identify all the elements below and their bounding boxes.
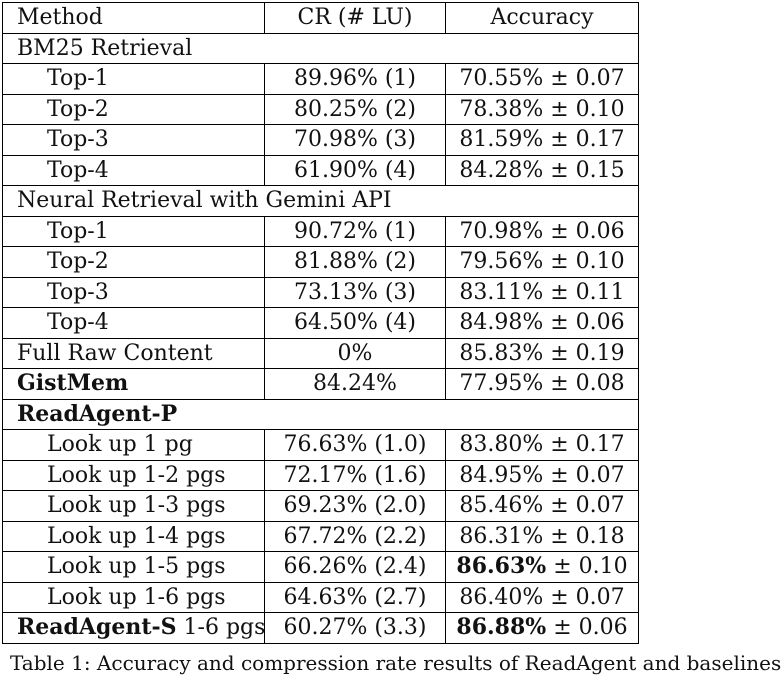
cr-cell: 72.17% (1.6) xyxy=(265,460,446,491)
accuracy-cell xyxy=(446,521,639,552)
table-row xyxy=(3,94,639,125)
cr-cell: 70.98% (3) xyxy=(265,125,446,156)
accuracy-std: ± 0.07 xyxy=(550,462,625,488)
accuracy-std: ± 0.08 xyxy=(550,371,625,396)
cr-cell: 0% xyxy=(265,338,446,369)
table-row xyxy=(3,247,639,278)
header-cr: CR (# LU) xyxy=(265,3,446,34)
accuracy-std: ± 0.17 xyxy=(550,432,625,457)
accuracy-value: 83.11% xyxy=(459,279,544,305)
method-suffix: 1-6 pgs xyxy=(183,615,266,640)
accuracy-cell xyxy=(446,308,639,339)
section-title: Neural Retrieval with Gemini API xyxy=(3,186,639,217)
accuracy-value: 85.46% xyxy=(459,493,544,518)
accuracy-std: ± 0.07 xyxy=(550,66,625,91)
accuracy-cell xyxy=(446,491,639,522)
method-cell: Top-3 xyxy=(3,277,265,308)
table-row xyxy=(3,125,639,156)
cr-cell: 89.96% (1) xyxy=(265,64,446,95)
method-cell: Top-4 xyxy=(3,308,265,339)
table-row-readagent-s xyxy=(3,613,639,644)
accuracy-std: ± 0.07 xyxy=(550,493,625,518)
cr-cell: 84.24% xyxy=(265,369,446,400)
table-row xyxy=(3,582,639,613)
table-row xyxy=(3,216,639,247)
method-cell: Look up 1-2 pgs xyxy=(3,460,265,491)
accuracy-std: ± 0.17 xyxy=(550,127,625,152)
table-row xyxy=(3,460,639,491)
method-cell: Full Raw Content xyxy=(3,338,265,369)
section-row-readagent-p xyxy=(3,399,639,430)
accuracy-value: 85.83% xyxy=(459,340,544,366)
cr-cell: 69.23% (2.0) xyxy=(265,491,446,522)
accuracy-cell xyxy=(446,552,639,583)
table-row xyxy=(3,521,639,552)
accuracy-cell xyxy=(446,277,639,308)
accuracy-value: 79.56% xyxy=(459,249,544,274)
header-accuracy: Accuracy xyxy=(446,3,639,34)
accuracy-cell xyxy=(446,94,639,125)
cr-cell: 76.63% (1.0) xyxy=(265,430,446,461)
accuracy-std: ± 0.07 xyxy=(550,584,625,610)
results-table xyxy=(2,2,639,644)
method-cell: Look up 1-5 pgs xyxy=(3,552,265,583)
accuracy-value: 81.59% xyxy=(459,127,544,152)
table-row-gistmem xyxy=(3,369,639,400)
accuracy-value: 70.98% xyxy=(459,218,544,244)
accuracy-value-best: 86.63% xyxy=(456,553,547,579)
accuracy-value: 77.95% xyxy=(459,371,544,396)
section-title: BM25 Retrieval xyxy=(3,33,639,64)
accuracy-cell xyxy=(446,125,639,156)
cr-cell: 64.63% (2.7) xyxy=(265,582,446,613)
accuracy-std: ± 0.06 xyxy=(550,310,625,335)
table-row xyxy=(3,552,639,583)
cr-cell: 61.90% (4) xyxy=(265,155,446,186)
cr-cell: 64.50% (4) xyxy=(265,308,446,339)
table-row xyxy=(3,277,639,308)
accuracy-value: 84.28% xyxy=(459,157,544,183)
table-row-full-raw xyxy=(3,338,639,369)
table-row xyxy=(3,64,639,95)
accuracy-cell xyxy=(446,216,639,247)
cr-cell: 80.25% (2) xyxy=(265,94,446,125)
accuracy-std: ± 0.11 xyxy=(550,279,625,305)
accuracy-std: ± 0.06 xyxy=(553,615,628,640)
accuracy-value: 83.80% xyxy=(459,432,544,457)
method-cell: Top-3 xyxy=(3,125,265,156)
accuracy-std: ± 0.10 xyxy=(553,554,628,579)
cr-cell: 90.72% (1) xyxy=(265,216,446,247)
header-row xyxy=(3,3,639,34)
method-name: ReadAgent-S xyxy=(17,614,177,640)
caption-text: Table 1: Accuracy and compression rate results of ReadAgent and baselines xyxy=(10,651,781,675)
accuracy-std: ± 0.18 xyxy=(550,523,625,549)
method-cell: Look up 1-6 pgs xyxy=(3,582,265,613)
method-cell xyxy=(3,613,265,644)
accuracy-cell xyxy=(446,430,639,461)
accuracy-value: 70.55% xyxy=(459,66,544,91)
accuracy-cell xyxy=(446,460,639,491)
accuracy-std: ± 0.10 xyxy=(550,249,625,274)
method-cell: Top-1 xyxy=(3,64,265,95)
cr-cell: 66.26% (2.4) xyxy=(265,552,446,583)
accuracy-cell xyxy=(446,338,639,369)
method-cell: Top-4 xyxy=(3,155,265,186)
method-cell: Top-1 xyxy=(3,216,265,247)
table-row xyxy=(3,308,639,339)
cr-cell: 60.27% (3.3) xyxy=(265,613,446,644)
accuracy-cell xyxy=(446,369,639,400)
method-cell: GistMem xyxy=(3,369,265,400)
accuracy-std: ± 0.10 xyxy=(550,96,625,122)
accuracy-value-best: 86.88% xyxy=(456,614,547,640)
table-row xyxy=(3,430,639,461)
accuracy-value: 86.40% xyxy=(459,584,544,610)
accuracy-cell xyxy=(446,582,639,613)
accuracy-cell xyxy=(446,613,639,644)
table-caption xyxy=(0,651,781,678)
method-cell: Look up 1-4 pgs xyxy=(3,521,265,552)
method-cell: Look up 1 pg xyxy=(3,430,265,461)
method-cell: Top-2 xyxy=(3,94,265,125)
table-row xyxy=(3,491,639,522)
header-method: Method xyxy=(3,3,265,34)
method-cell: Look up 1-3 pgs xyxy=(3,491,265,522)
cr-cell: 81.88% (2) xyxy=(265,247,446,278)
accuracy-std: ± 0.19 xyxy=(550,340,625,366)
accuracy-value: 84.95% xyxy=(459,462,544,488)
section-row-neural xyxy=(3,186,639,217)
accuracy-value: 84.98% xyxy=(459,310,544,335)
accuracy-cell xyxy=(446,64,639,95)
accuracy-cell xyxy=(446,247,639,278)
accuracy-std: ± 0.15 xyxy=(550,157,625,183)
accuracy-cell xyxy=(446,155,639,186)
table-row xyxy=(3,155,639,186)
accuracy-value: 86.31% xyxy=(459,523,544,549)
cr-cell: 73.13% (3) xyxy=(265,277,446,308)
cr-cell: 67.72% (2.2) xyxy=(265,521,446,552)
accuracy-std: ± 0.06 xyxy=(550,218,625,244)
accuracy-value: 78.38% xyxy=(459,96,544,122)
section-row-bm25 xyxy=(3,33,639,64)
section-title: ReadAgent-P xyxy=(3,399,639,430)
method-cell: Top-2 xyxy=(3,247,265,278)
